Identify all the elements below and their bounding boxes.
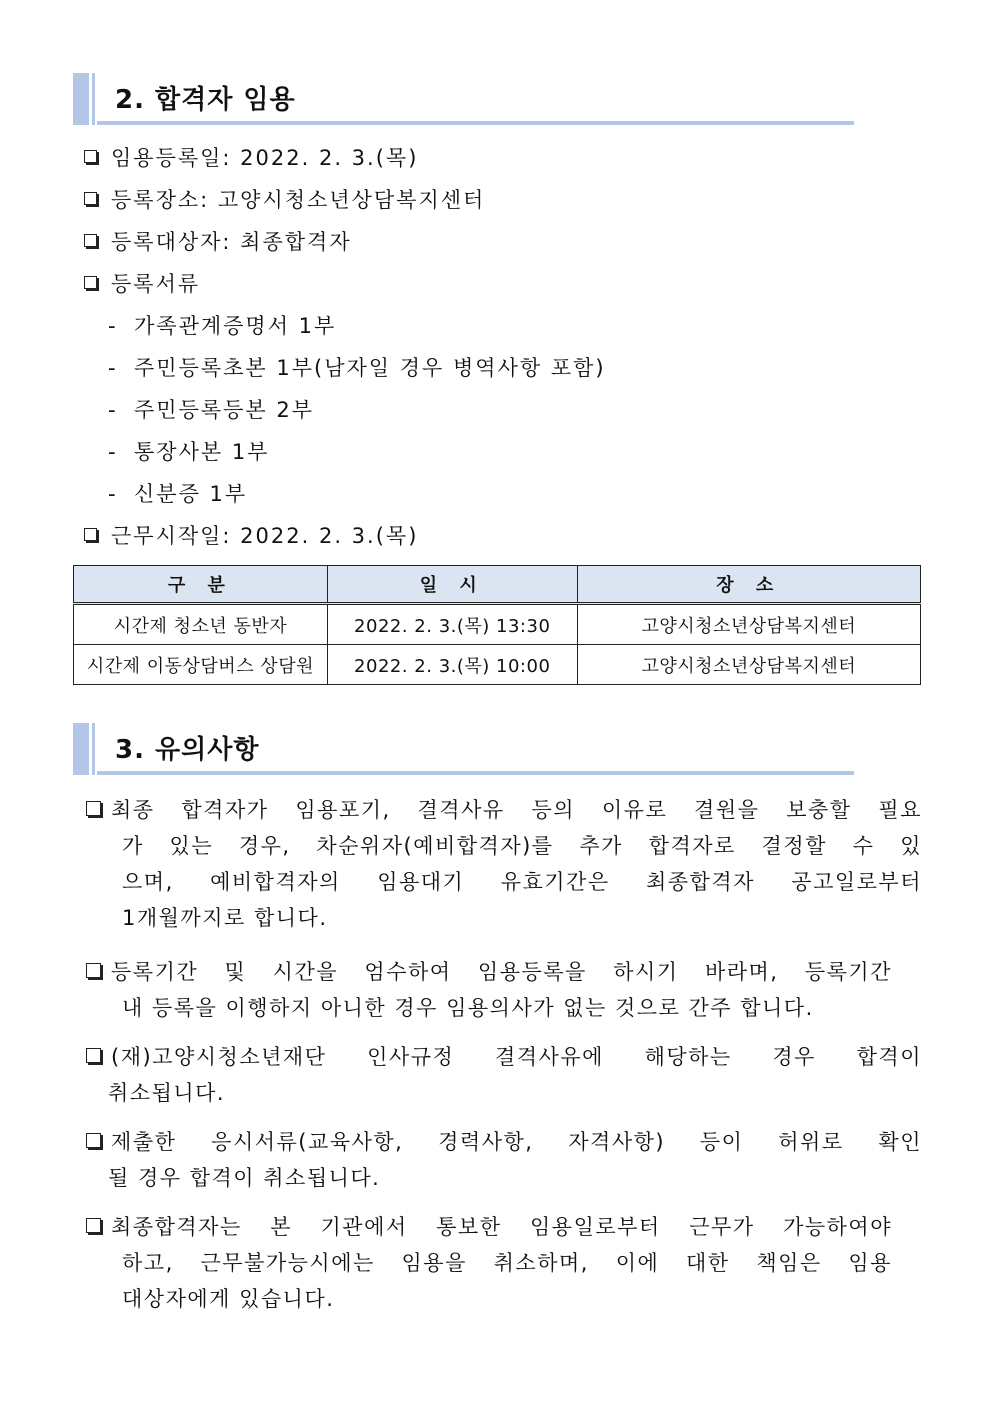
document-item: - 가족관계증명서 1부 <box>108 314 337 338</box>
cell-category: 시간제 이동상담버스 상담원 <box>74 645 328 685</box>
header-category: 구 분 <box>74 566 328 604</box>
checkbox-bullet-icon <box>84 528 97 541</box>
document-item: - 주민등록초본 1부(남자일 경우 병역사항 포함) <box>108 356 606 380</box>
table-row <box>74 645 921 685</box>
checkbox-bullet-icon <box>84 234 97 247</box>
list-item-work-start-date: 근무시작일: 2022. 2. 3.(목) <box>84 520 418 550</box>
checkbox-bullet-icon <box>86 1218 101 1233</box>
heading-underline <box>97 771 854 775</box>
checkbox-bullet-icon <box>86 801 101 816</box>
list-item-registration-place: 등록장소: 고양시청소년상담복지센터 <box>84 184 485 214</box>
cell-category: 시간제 청소년 동반자 <box>74 604 328 645</box>
table-header-row <box>74 566 921 604</box>
note-item: 최종합격자는 본 기관에서 통보한 임용일로부터 근무가 가능하여야 하고, 근무불가능시에는 임용을 취소하며, 이에 대한 책임은 임용 대상자에게 있습니다. <box>86 1209 922 1317</box>
cell-datetime: 2022. 2. 3.(목) 10:00 <box>327 645 577 685</box>
cell-place: 고양시청소년상담복지센터 <box>577 645 920 685</box>
document-item: - 주민등록등본 2부 <box>108 398 315 422</box>
checkbox-bullet-icon <box>86 963 101 978</box>
table-row <box>74 604 921 645</box>
heading-accent-bar <box>73 73 89 125</box>
checkbox-bullet-icon <box>86 1048 101 1063</box>
heading-accent-bar-thin <box>92 73 95 125</box>
cell-place: 고양시청소년상담복지센터 <box>577 604 920 645</box>
note-item: 제출한 응시서류(교육사항, 경력사항, 자격사항) 등이 허위로 확인 될 경우 합격이 취소됩니다. <box>86 1124 922 1196</box>
checkbox-bullet-icon <box>84 192 97 205</box>
list-item-registration-date: 임용등록일: 2022. 2. 3.(목) <box>84 142 418 172</box>
header-place: 장 소 <box>577 566 920 604</box>
heading-accent-bar-thin <box>92 723 95 775</box>
document-item: - 신분증 1부 <box>108 482 248 506</box>
list-item-registration-documents: 등록서류 <box>84 268 200 298</box>
note-item: 최종 합격자가 임용포기, 결격사유 등의 이유로 결원을 보충할 필요 가 있는 경우, 차순위자(예비합격자)를 추가 합격자로 결정할 수 있 으며, 예비합격자의 임용대기 유효기간은 최종합격자 공고일로부터 1개월까지로 합니다. <box>86 792 922 936</box>
heading-accent-bar <box>73 723 89 775</box>
heading-underline <box>97 121 854 125</box>
document-item: - 통장사본 1부 <box>108 440 270 464</box>
cell-datetime: 2022. 2. 3.(목) 13:30 <box>327 604 577 645</box>
checkbox-bullet-icon <box>84 276 97 289</box>
checkbox-bullet-icon <box>84 150 97 163</box>
schedule-table <box>73 565 921 685</box>
section-3-title: 3. 유의사항 <box>115 735 260 765</box>
list-item-registration-target: 등록대상자: 최종합격자 <box>84 226 352 256</box>
header-datetime: 일 시 <box>327 566 577 604</box>
note-item: (재)고양시청소년재단 인사규정 결격사유에 해당하는 경우 합격이 취소됩니다. <box>86 1039 922 1111</box>
section-2-title: 2. 합격자 임용 <box>115 85 296 115</box>
checkbox-bullet-icon <box>86 1133 101 1148</box>
note-item: 등록기간 및 시간을 엄수하여 임용등록을 하시기 바라며, 등록기간 내 등록을 이행하지 아니한 경우 임용의사가 없는 것으로 간주 합니다. <box>86 954 922 1026</box>
